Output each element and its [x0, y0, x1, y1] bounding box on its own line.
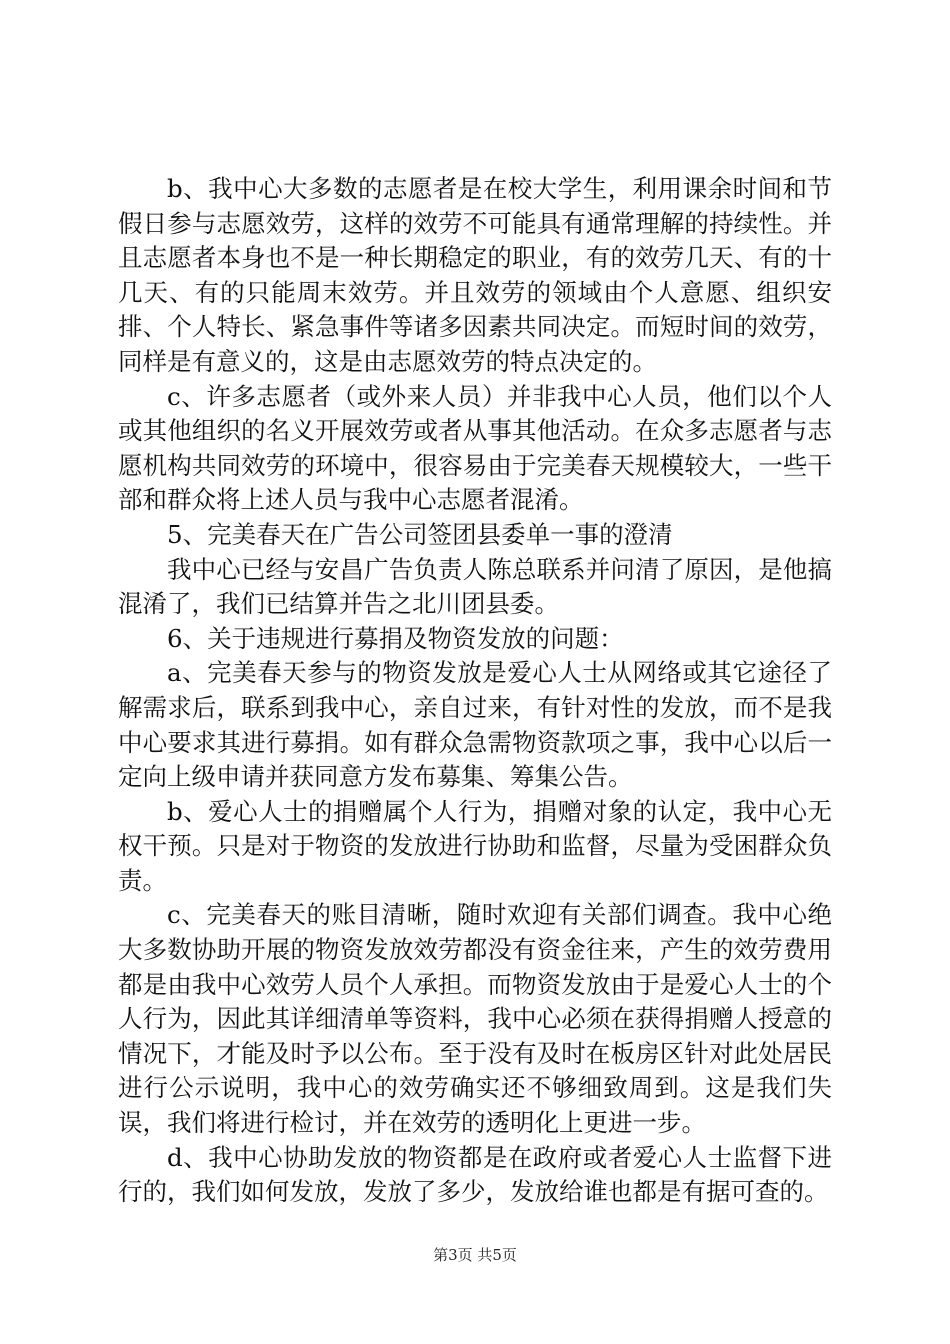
paragraph: b、爱心人士的捐赠属个人行为，捐赠对象的认定，我中心无权干预。只是对于物资的发放进行协助和监督，尽量为受困群众负责。 [118, 796, 832, 895]
paragraph: a、完美春天参与的物资发放是爱心人士从网络或其它途径了解需求后，联系到我中心，亲自过来，有针对性的发放，而不是我中心要求其进行募捐。如有群众急需物资款项之事，我中心以后一定向上级申请并获同意方发布募集、筹集公告。 [118, 658, 832, 792]
paragraph: c、完美春天的账目清晰，随时欢迎有关部们调查。我中心绝大多数协助开展的物资发放效劳都没有资金往来，产生的效劳费用都是由我中心效劳人员个人承担。而物资发放由于是爱心人士的个人行为，因此其详细清单等资料，我中心必须在获得捐赠人授意的情况下，才能及时予以公布。至于没有及时在板房区针对此处居民进行公示说明，我中心的效劳确实还不够细致周到。这是我们失误，我们将进行检讨，并在效劳的透明化上更进一步。 [118, 900, 832, 1138]
paragraph: 5、完美春天在广告公司签团县委单一事的澄清 [167, 519, 673, 549]
paragraph: c、许多志愿者（或外来人员）并非我中心人员，他们以个人或其他组织的名义开展效劳或者从事其他活动。在众多志愿者与志愿机构共同效劳的环境中，很容易由于完美春天规模较大，一些干部和群众将上述人员与我中心志愿者混淆。 [118, 381, 832, 515]
document-body [118, 172, 832, 1210]
paragraph: 6、关于违规进行募捐及物资发放的问题： [167, 623, 624, 653]
paragraph: 我中心已经与安昌广告负责人陈总联系并问清了原因，是他搞混淆了，我们已结算并告之北川团县委。 [118, 554, 832, 619]
page-number-footer: 第3页 共5页 [433, 1246, 517, 1264]
paragraph: b、我中心大多数的志愿者是在校大学生，利用课余时间和节假日参与志愿效劳，这样的效劳不可能具有通常理解的持续性。并且志愿者本身也不是一种长期稳定的职业，有的效劳几天、有的十几天、有的只能周末效劳。并且效劳的领域由个人意愿、组织安排、个人特长、紧急事件等诸多因素共同决定。而短时间的效劳，同样是有意义的，这是由志愿效劳的特点决定的。 [118, 174, 832, 376]
paragraph: d、我中心协助发放的物资都是在政府或者爱心人士监督下进行的，我们如何发放，发放了多少，发放给谁也都是有据可查的。 [118, 1142, 832, 1207]
